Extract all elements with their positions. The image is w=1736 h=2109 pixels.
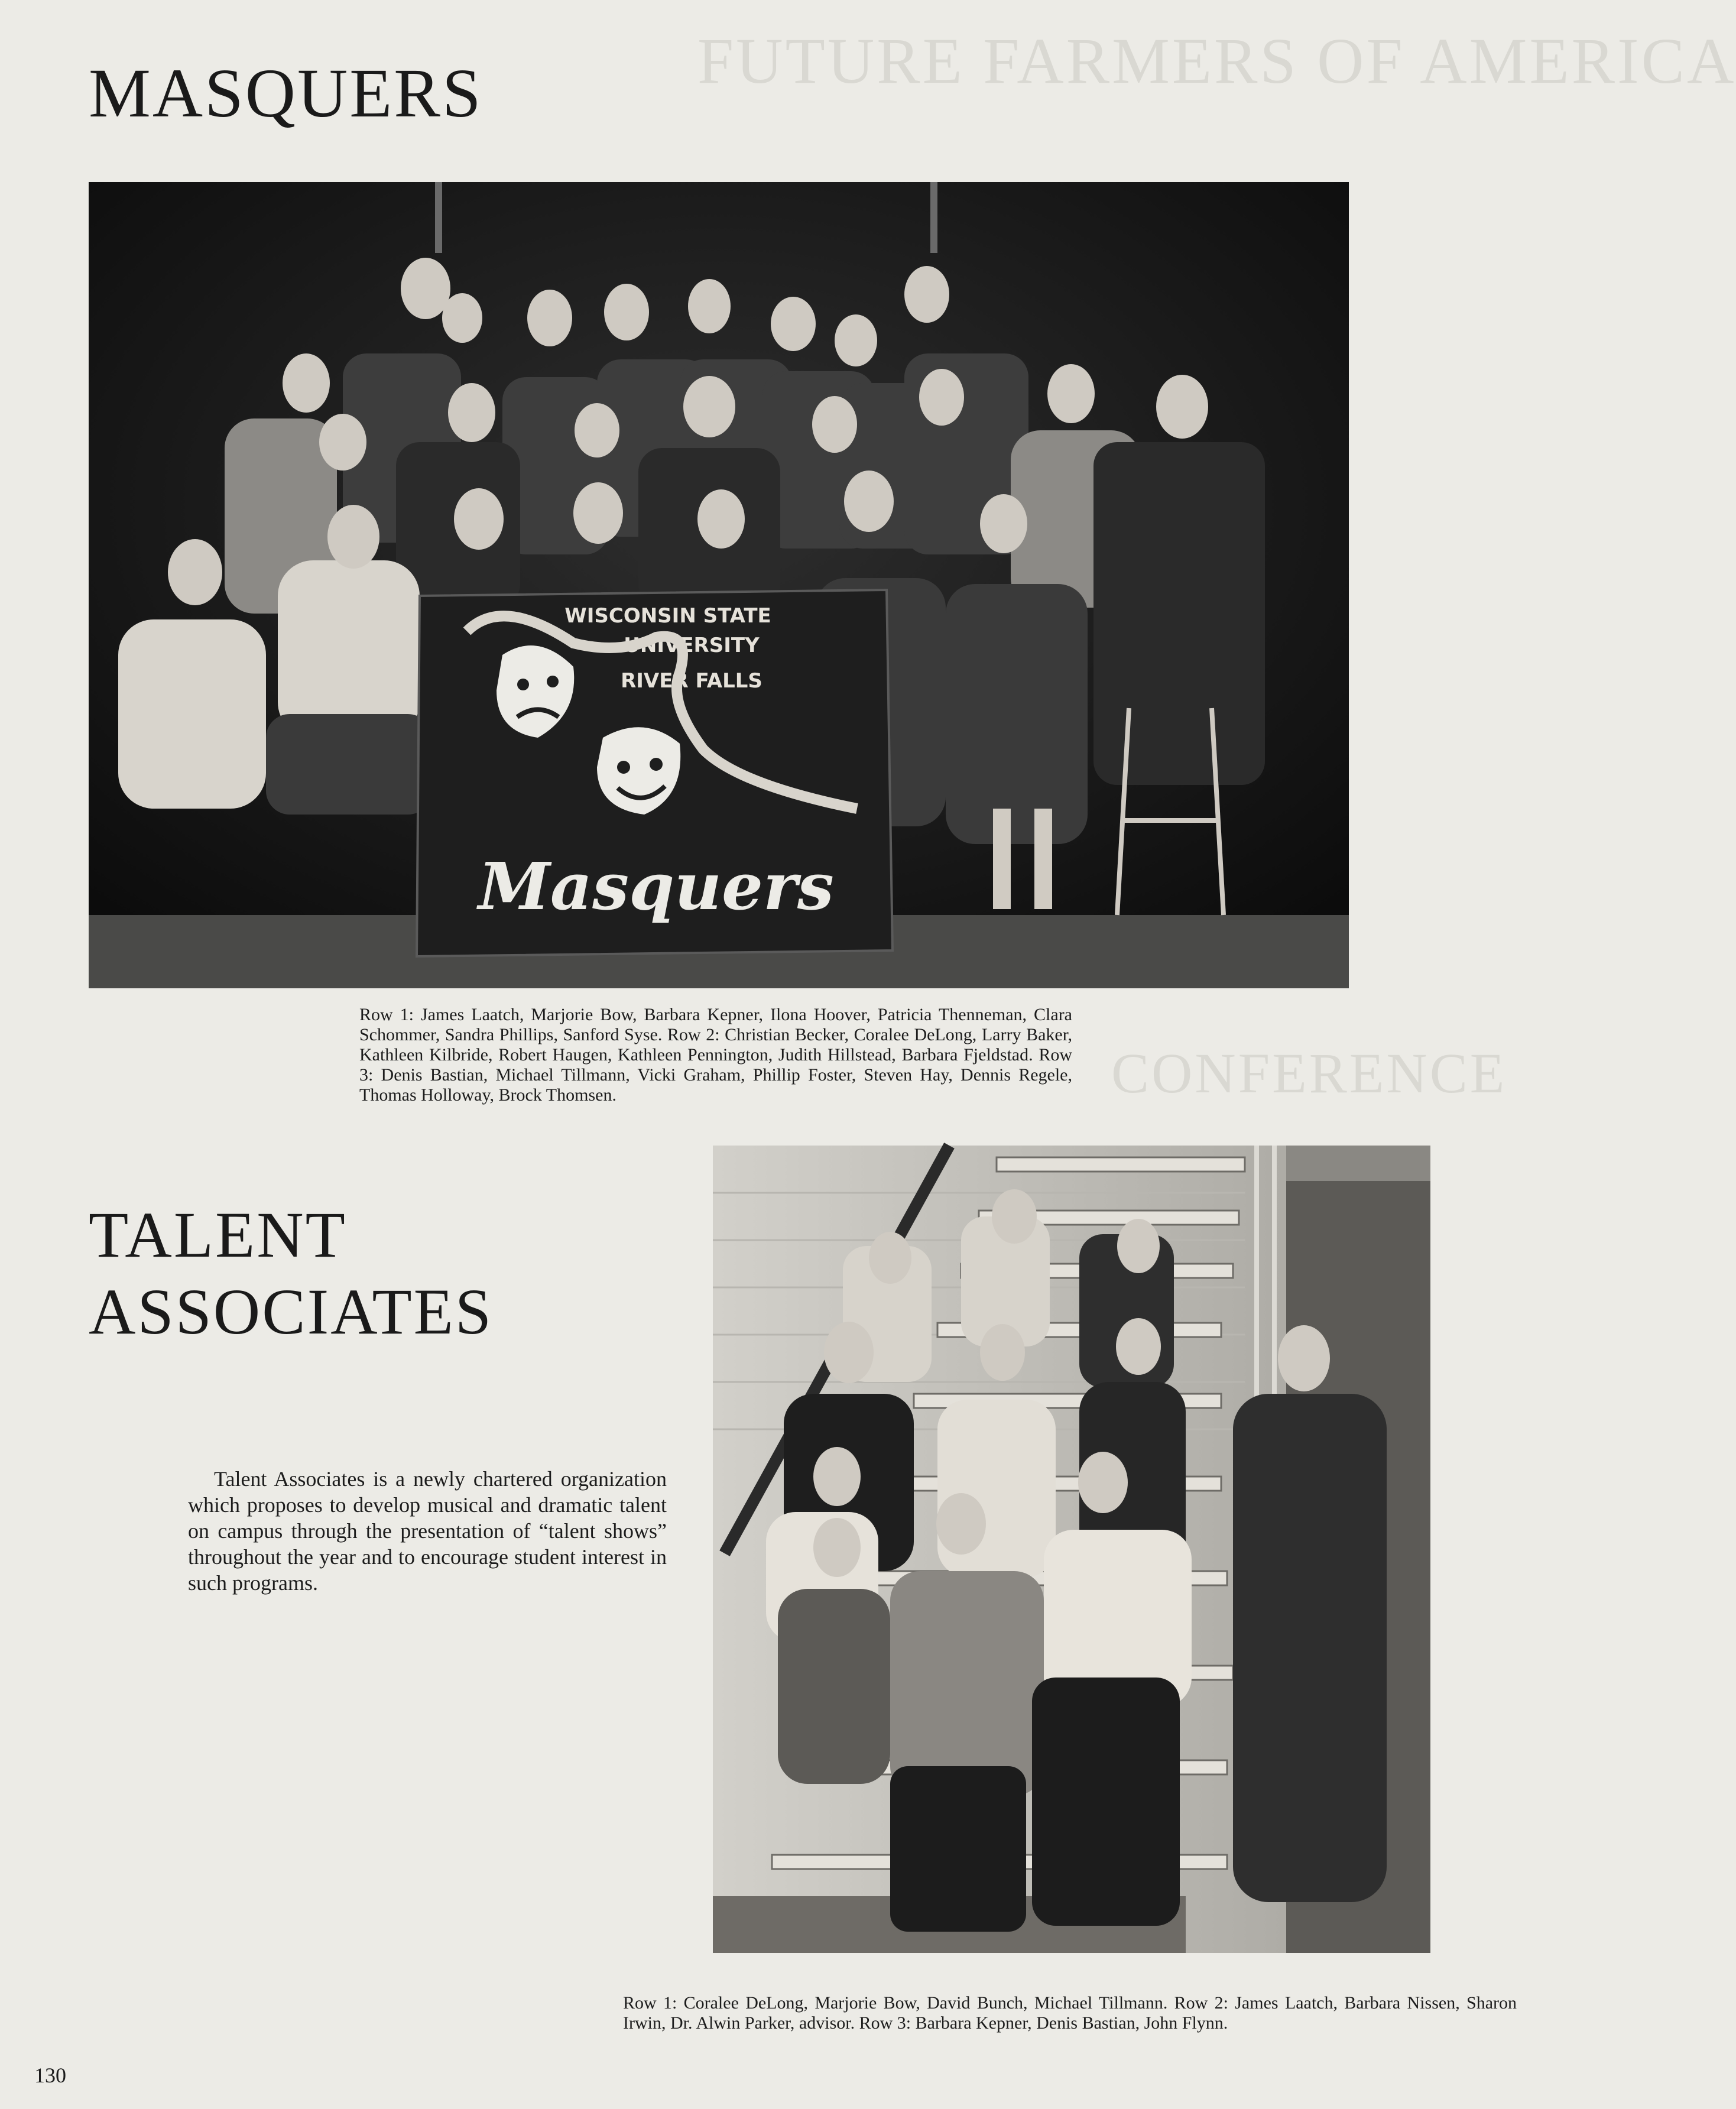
masquers-sign-line2: UNIVERSITY [624, 634, 760, 657]
masquers-group-photo [89, 182, 1349, 988]
talent-associates-caption: Row 1: Coralee DeLong, Marjorie Bow, David Bunch, Michael Tillmann. Row 2: James Laatch, Barbara Nissen, Sharon Irwin, Dr. Alwin Parker, advisor. Row 3: Barbara Kepner, Denis Bastian, John Flynn. [623, 1993, 1517, 2033]
masquers-title: MASQUERS [89, 54, 483, 132]
talent-associates-title-line1: TALENT [89, 1199, 347, 1271]
talent-associates-group-photo [713, 1146, 1430, 1953]
masquers-sign-name: Masquers [478, 848, 834, 924]
talent-associates-title-line2: ASSOCIATES [89, 1276, 494, 1348]
page-number: 130 [34, 2063, 66, 2087]
masquers-sign-line3: RIVER FALLS [621, 669, 762, 693]
bleed-through-heading: FUTURE FARMERS OF AMERICA [697, 25, 1736, 97]
masquers-sign-line1: WISCONSIN STATE [564, 604, 771, 628]
masquers-caption: Row 1: James Laatch, Marjorie Bow, Barbara Kepner, Ilona Hoover, Patricia Thenneman, Clara Schommer, Sandra Phillips, Sanford Syse. Row 2: Christian Becker, Coralee DeLong, Larry Baker, Kathleen Kilbride, Robert Haugen, Kathleen Pennington, Judith Hillstead, Barbara Fjeldstad. Row 3: Denis Bastian, Michael Tillmann, Vicki Graham, Phillip Foster, Steven Hay, Dennis Regele, Thomas Holloway, Brock Thomsen. [359, 1005, 1072, 1105]
bleed-through-subheading: CONFERENCE [1111, 1041, 1507, 1105]
talent-associates-description: Talent Associates is a newly chartered organization which proposes to develop musical and dramatic talent on campus through the presentation of “talent shows” throughout the year and to encourage student interest in such programs. [188, 1467, 667, 1595]
